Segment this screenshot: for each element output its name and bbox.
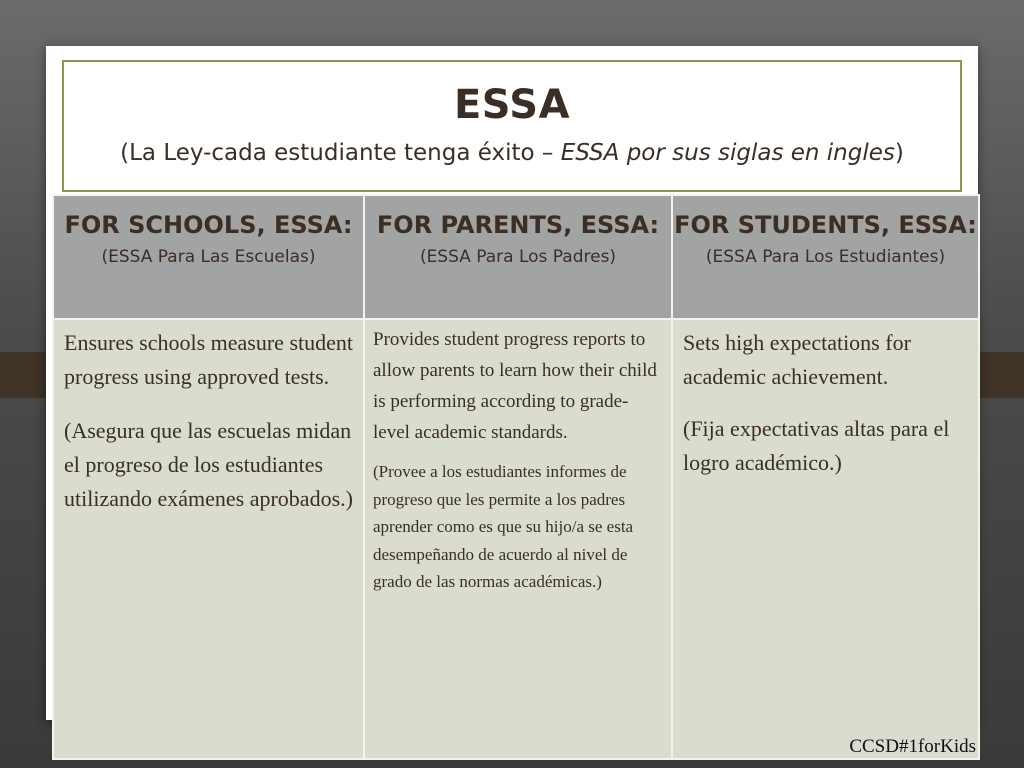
column-body [54,320,363,758]
slide-subtitle [62,140,962,166]
subtitle-italic: ESSA por sus siglas en ingles [560,140,895,166]
spanish-text: (Provee a los estudiantes informes de progreso que les permite a los padres aprender como es que su hijo/a se esta desempeñando de acuerdo al nivel de grado de las normas académicas.) [373,462,634,591]
column-schools [54,196,363,758]
spanish-text: (Asegura que las escuelas midan el progreso de los estudiantes utilizando exámenes aprobados.) [64,418,353,511]
english-text: Provides student progress reports to allow parents to learn how their child is performing according to grade-level academic standards. [373,329,657,443]
footer-tag: CCSD#1forKids [849,736,976,757]
english-text: Sets high expectations for academic achievement. [683,330,911,389]
column-parents [365,196,671,758]
subtitle-suffix: ) [894,140,904,166]
column-header-subtitle: (ESSA Para Los Estudiantes) [705,247,946,267]
column-header-title: FOR SCHOOLS, ESSA: [64,211,353,239]
column-header-subtitle: (ESSA Para Las Escuelas) [101,247,316,267]
column-header [673,196,978,318]
english-text: Ensures schools measure student progress using approved tests. [64,330,353,389]
column-header [365,196,671,318]
subtitle-prefix: (La Ley-cada estudiante tenga éxito – [120,140,561,166]
slide-title: ESSA [453,82,571,128]
column-body [673,320,978,758]
column-students [673,196,978,758]
column-body [365,320,671,758]
spanish-text: (Fija expectativas altas para el logro académico.) [683,416,950,475]
column-header [54,196,363,318]
column-header-subtitle: (ESSA Para Los Padres) [419,247,617,267]
column-header-title: FOR PARENTS, ESSA: [376,211,660,239]
essa-table [52,194,980,760]
column-header-title: FOR STUDENTS, ESSA: [674,211,977,239]
